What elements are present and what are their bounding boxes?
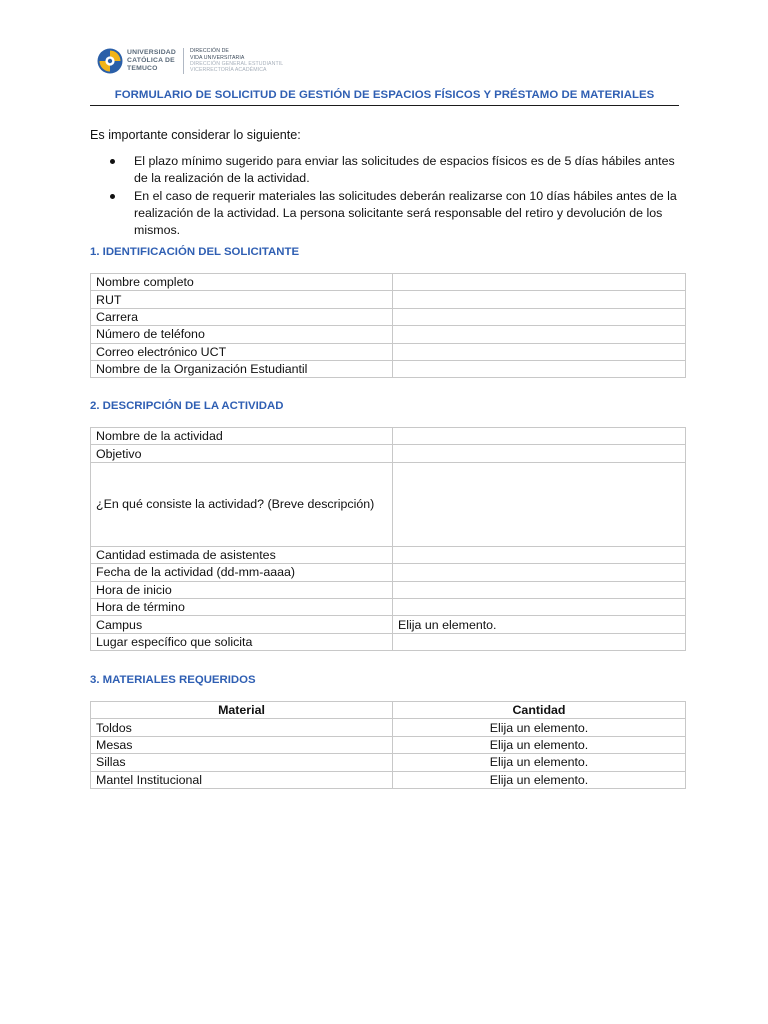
section-heading-materiales: 3. MATERIALES REQUERIDOS [90,674,256,686]
table-row [91,736,686,753]
field-input-telefono[interactable] [393,326,686,343]
field-label: Lugar específico que solicita [91,633,393,650]
table-row [91,598,686,615]
field-label: Correo electrónico UCT [91,343,393,360]
table-identificacion [90,273,686,378]
cantidad-dropdown-toldos[interactable]: Elija un elemento. [393,719,686,736]
table-row [91,771,686,788]
field-input-asistentes[interactable] [393,546,686,563]
campus-dropdown[interactable]: Elija un elemento. [393,616,686,633]
field-label: Hora de inicio [91,581,393,598]
logo-university-name: UNIVERSIDAD CATÓLICA DE TEMUCO [127,49,177,72]
column-header-material: Material [91,702,393,719]
field-input-objetivo[interactable] [393,445,686,462]
field-label: Nombre completo [91,274,393,291]
table-row [91,343,686,360]
title-underline [90,105,679,106]
field-label: Fecha de la actividad (dd-mm-aaaa) [91,564,393,581]
material-name: Sillas [91,754,393,771]
field-label: Campus [91,616,393,633]
form-title: FORMULARIO DE SOLICITUD DE GESTIÓN DE ESPACIOS FÍSICOS Y PRÉSTAMO DE MATERIALES [114,89,655,101]
table-row [91,564,686,581]
table-row [91,581,686,598]
table-row [91,616,686,633]
table-row [91,462,686,546]
field-label: ¿En qué consiste la actividad? (Breve descripción) [91,462,393,546]
table-row [91,445,686,462]
field-label: Cantidad estimada de asistentes [91,546,393,563]
field-input-fecha[interactable] [393,564,686,581]
university-logo [96,47,283,75]
field-label: Objetivo [91,445,393,462]
bullet-dot-icon [110,194,115,199]
table-row [91,633,686,650]
logo-direction-name: DIRECCIÓN DE VIDA UNIVERSITARIA DIRECCIÓN GENERAL ESTUDIANTIL VICERRECTORÍA ACADÉMICA [190,48,284,74]
field-textarea-descripcion[interactable] [393,462,686,546]
university-seal-icon [96,47,124,75]
table-row [91,719,686,736]
table-descripcion [90,427,686,651]
table-row [91,274,686,291]
field-input-rut[interactable] [393,291,686,308]
field-input-hora-termino[interactable] [393,598,686,615]
table-row [91,326,686,343]
field-input-carrera[interactable] [393,308,686,325]
field-input-organizacion[interactable] [393,360,686,377]
table-row [91,754,686,771]
section-heading-descripcion: 2. DESCRIPCIÓN DE LA ACTIVIDAD [90,400,284,412]
field-label: Número de teléfono [91,326,393,343]
table-header-row [91,702,686,719]
table-row [91,546,686,563]
intro-lead: Es importante considerar lo siguiente: [90,128,301,142]
field-input-nombre-actividad[interactable] [393,428,686,445]
intro-bullet: El plazo mínimo sugerido para enviar las solicitudes de espacios físicos es de 5 días hábiles antes de la realización de la actividad. [90,153,682,187]
material-name: Mantel Institucional [91,771,393,788]
section-heading-identificacion: 1. IDENTIFICACIÓN DEL SOLICITANTE [90,246,300,258]
field-label: Carrera [91,308,393,325]
cantidad-dropdown-sillas[interactable]: Elija un elemento. [393,754,686,771]
column-header-cantidad: Cantidad [393,702,686,719]
intro-bullet-list [90,153,682,240]
bullet-dot-icon [110,159,115,164]
field-label: Nombre de la Organización Estudiantil [91,360,393,377]
table-materiales [90,701,686,789]
field-input-lugar[interactable] [393,633,686,650]
cantidad-dropdown-mantel[interactable]: Elija un elemento. [393,771,686,788]
table-row [91,291,686,308]
table-row [91,428,686,445]
field-input-correo[interactable] [393,343,686,360]
table-row [91,308,686,325]
material-name: Toldos [91,719,393,736]
field-label: RUT [91,291,393,308]
field-label: Hora de término [91,598,393,615]
logo-divider [183,48,184,74]
field-input-nombre-completo[interactable] [393,274,686,291]
field-input-hora-inicio[interactable] [393,581,686,598]
cantidad-dropdown-mesas[interactable]: Elija un elemento. [393,736,686,753]
intro-bullet: En el caso de requerir materiales las solicitudes deberán realizarse con 10 días hábiles antes de la realización de la actividad. La persona solicitante será responsable del retiro y devolución de los mismos. [90,188,682,239]
table-row [91,360,686,377]
field-label: Nombre de la actividad [91,428,393,445]
material-name: Mesas [91,736,393,753]
